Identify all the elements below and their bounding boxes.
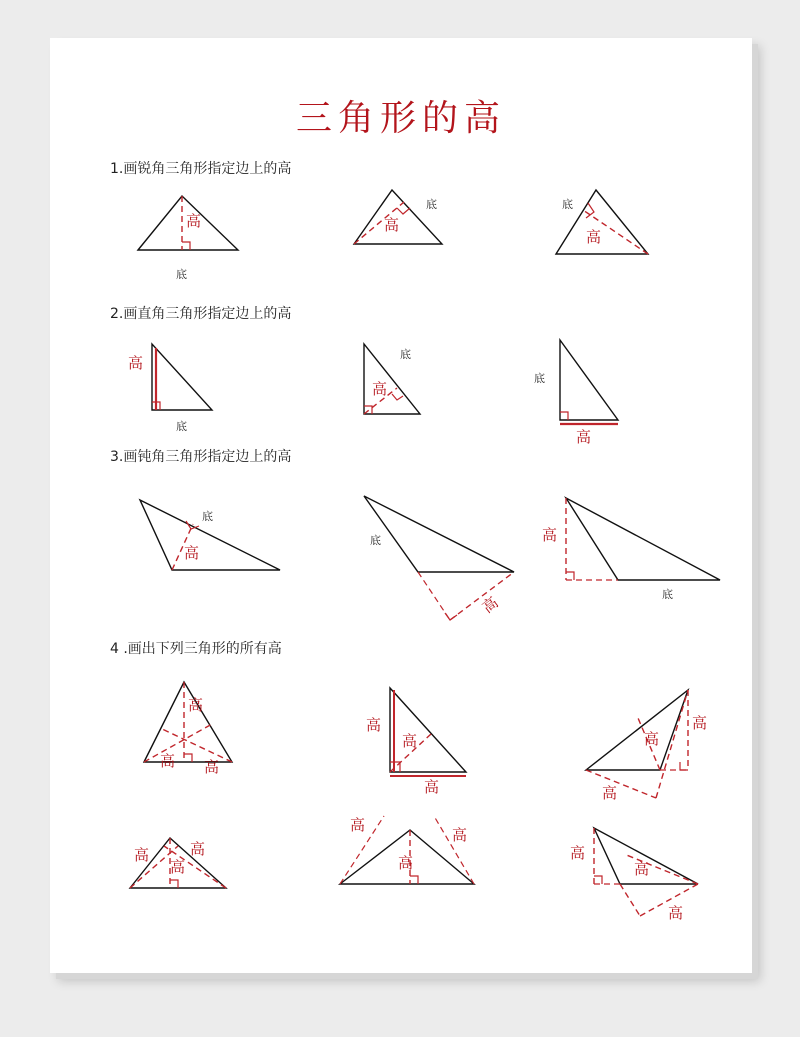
height-label: 高 xyxy=(452,826,468,844)
section-1-heading: 1.画锐角三角形指定边上的高 xyxy=(110,161,292,177)
height-label: 高 xyxy=(170,858,186,876)
all-altitudes-triangle-6 xyxy=(570,828,698,922)
all-altitudes-triangle-2 xyxy=(366,688,466,796)
height-label: 高 xyxy=(576,428,592,446)
height-label: 高 xyxy=(586,228,602,246)
height-label: 高 xyxy=(188,696,204,714)
worksheet-page xyxy=(50,38,752,973)
all-altitudes-triangle-1 xyxy=(144,682,232,776)
height-label: 高 xyxy=(384,216,400,234)
all-altitudes-triangle-5 xyxy=(340,816,474,884)
height-label: 高 xyxy=(398,854,414,872)
base-label: 底 xyxy=(426,198,437,211)
base-label: 底 xyxy=(176,420,187,433)
obtuse-triangle-3 xyxy=(542,498,720,601)
base-label: 底 xyxy=(370,534,381,547)
acute-triangle-3 xyxy=(556,190,648,254)
base-label: 底 xyxy=(400,348,411,361)
height-label: 高 xyxy=(478,593,502,617)
base-label: 底 xyxy=(562,198,573,211)
height-label: 高 xyxy=(692,714,708,732)
section-4-heading: 4 .画出下列三角形的所有高 xyxy=(110,641,282,657)
height-label: 高 xyxy=(668,904,684,922)
base-label: 底 xyxy=(662,588,673,601)
all-altitudes-triangle-4 xyxy=(130,838,226,888)
triangle-figures xyxy=(50,38,752,973)
right-triangle-2 xyxy=(364,344,420,414)
base-label: 底 xyxy=(176,268,187,281)
obtuse-triangle-1 xyxy=(140,500,280,570)
height-label: 高 xyxy=(184,544,200,562)
height-label: 高 xyxy=(644,730,660,748)
all-altitudes-triangle-3 xyxy=(586,690,707,802)
base-label: 底 xyxy=(534,372,545,385)
height-label: 高 xyxy=(190,840,206,858)
height-label: 高 xyxy=(366,716,382,734)
height-label: 高 xyxy=(602,784,618,802)
height-label: 高 xyxy=(186,212,202,230)
section-3-heading: 3.画钝角三角形指定边上的高 xyxy=(110,449,292,465)
height-label: 高 xyxy=(542,526,558,544)
acute-triangle-1 xyxy=(138,196,238,281)
height-label: 高 xyxy=(402,732,418,750)
height-label: 高 xyxy=(372,380,388,398)
height-label: 高 xyxy=(424,778,440,796)
acute-triangle-2 xyxy=(354,190,442,244)
right-triangle-1 xyxy=(128,344,212,433)
height-label: 高 xyxy=(204,758,220,776)
base-label: 底 xyxy=(202,510,213,523)
right-triangle-3 xyxy=(534,340,618,446)
page-title: 三角形的高 xyxy=(295,98,506,139)
height-label: 高 xyxy=(160,752,176,770)
obtuse-triangle-2 xyxy=(364,496,514,620)
height-label: 高 xyxy=(128,354,144,372)
height-label: 高 xyxy=(134,846,150,864)
height-label: 高 xyxy=(570,844,586,862)
height-label: 高 xyxy=(350,816,366,834)
section-2-heading: 2.画直角三角形指定边上的高 xyxy=(110,306,292,322)
height-label: 高 xyxy=(634,860,650,878)
